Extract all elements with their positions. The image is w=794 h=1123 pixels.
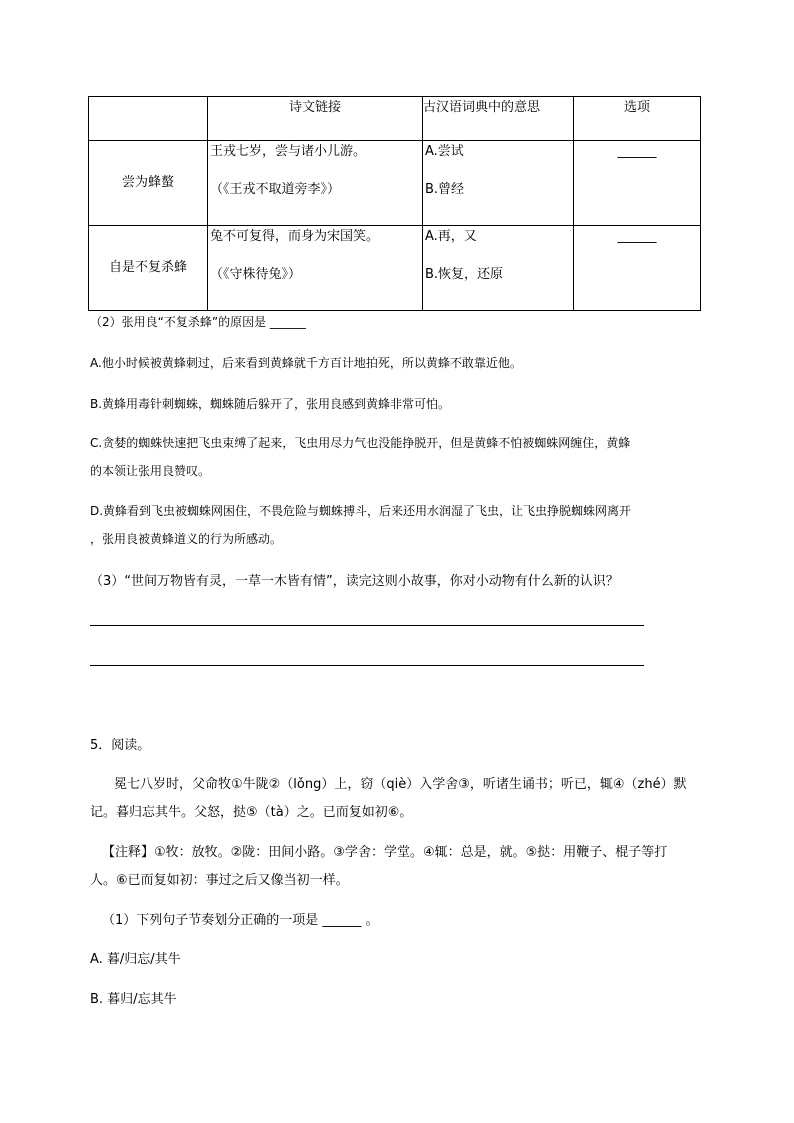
- meaning-a: A.尝试: [425, 144, 464, 159]
- table-text-cell: [208, 141, 423, 226]
- table-header-row: [89, 97, 701, 141]
- q2-option-c[interactable]: C.贪婪的蜘蛛快速把飞虫束缚了起来，飞虫用尽力气也没能挣脱开，但是黄蜂不怕被蜘蛛网缠住，黄蜂: [90, 436, 631, 450]
- option-blank[interactable]: ______: [617, 144, 657, 159]
- header-cell-option: 选项: [574, 97, 701, 141]
- vocab-table: [88, 96, 701, 311]
- q5-notes: 【注释】①牧：放牧。②陇：田间小路。③学舍：学堂。④辄：总是，就。⑤挞：用鞭子、棍子等打: [102, 845, 668, 860]
- header-cell-link: 诗文链接: [208, 97, 423, 141]
- q5-passage: 冕七八岁时，父命牧①牛陇②（lǒng）上，窃（qiè）入学舍③，听诸生诵书；听已，辄④（zhé）默: [114, 777, 687, 792]
- q5-sub1-option-b[interactable]: B. 暮归/忘其牛: [90, 992, 177, 1007]
- poem-text: 王戎七岁，尝与诸小儿游。: [210, 144, 367, 159]
- q5-notes-cont: 人。⑥已而复如初：事过之后又像当初一样。: [90, 873, 349, 888]
- table-text-cell: [208, 226, 423, 311]
- table-meaning-cell: [423, 141, 574, 226]
- meaning-a: A.再，又: [425, 229, 477, 244]
- table-row: [89, 141, 701, 226]
- header-cell-meaning: 古汉语词典中的意思: [423, 97, 574, 141]
- q5-sub1-option-a[interactable]: A. 暮/归忘/其牛: [90, 952, 181, 967]
- q2-stem: （2）张用良“不复杀蜂”的原因是 ______: [90, 315, 306, 329]
- table-option-cell[interactable]: [574, 141, 701, 226]
- q5-passage-cont: 记。暮归忘其牛。父怒，挞⑤（tà）之。已而复如初⑥。: [90, 805, 413, 820]
- q2-option-c-cont[interactable]: 的本领让张用良赞叹。: [90, 464, 211, 478]
- q2-option-d[interactable]: D.黄蜂看到飞虫被蜘蛛网困住，不畏危险与蜘蛛搏斗，后来还用水润湿了飞虫，让飞虫挣脱蜘蛛网离开: [90, 504, 632, 518]
- answer-line-1[interactable]: [90, 625, 644, 626]
- q5-sub1-stem: （1）下列句子节奏划分正确的一项是 ______ 。: [102, 913, 379, 928]
- header-cell-empty: [89, 97, 208, 141]
- q2-option-d-cont[interactable]: ，张用良被黄蜂道义的行为所感动。: [90, 532, 283, 546]
- answer-line-2[interactable]: [90, 665, 644, 666]
- table-word-cell: 尝为蜂螯: [89, 141, 208, 226]
- meaning-b: B.曾经: [425, 182, 465, 197]
- q5-title: 5．阅读。: [90, 738, 151, 753]
- meaning-b: B.恢复，还原: [425, 267, 504, 282]
- q2-option-b[interactable]: B.黄蜂用毒针刺蜘蛛，蜘蛛随后躲开了，张用良感到黄蜂非常可怕。: [90, 397, 451, 411]
- q3-stem: （3）“世间万物皆有灵，一草一木皆有情”，读完这则小故事，你对小动物有什么新的认识？: [90, 574, 619, 589]
- poem-source: （《守株待兔》）: [210, 267, 302, 282]
- table-word-cell: 自是不复杀蜂: [89, 226, 208, 311]
- q2-option-a[interactable]: A.他小时候被黄蜂刺过，后来看到黄蜂就千方百计地拍死，所以黄蜂不敢靠近他。: [90, 356, 522, 370]
- option-blank[interactable]: ______: [617, 229, 657, 244]
- poem-source: （《王戎不取道旁李》）: [210, 182, 341, 197]
- table-option-cell[interactable]: [574, 226, 701, 311]
- table-row: [89, 226, 701, 311]
- poem-text: 兔不可复得，而身为宋国笑。: [210, 229, 380, 244]
- table-meaning-cell: [423, 226, 574, 311]
